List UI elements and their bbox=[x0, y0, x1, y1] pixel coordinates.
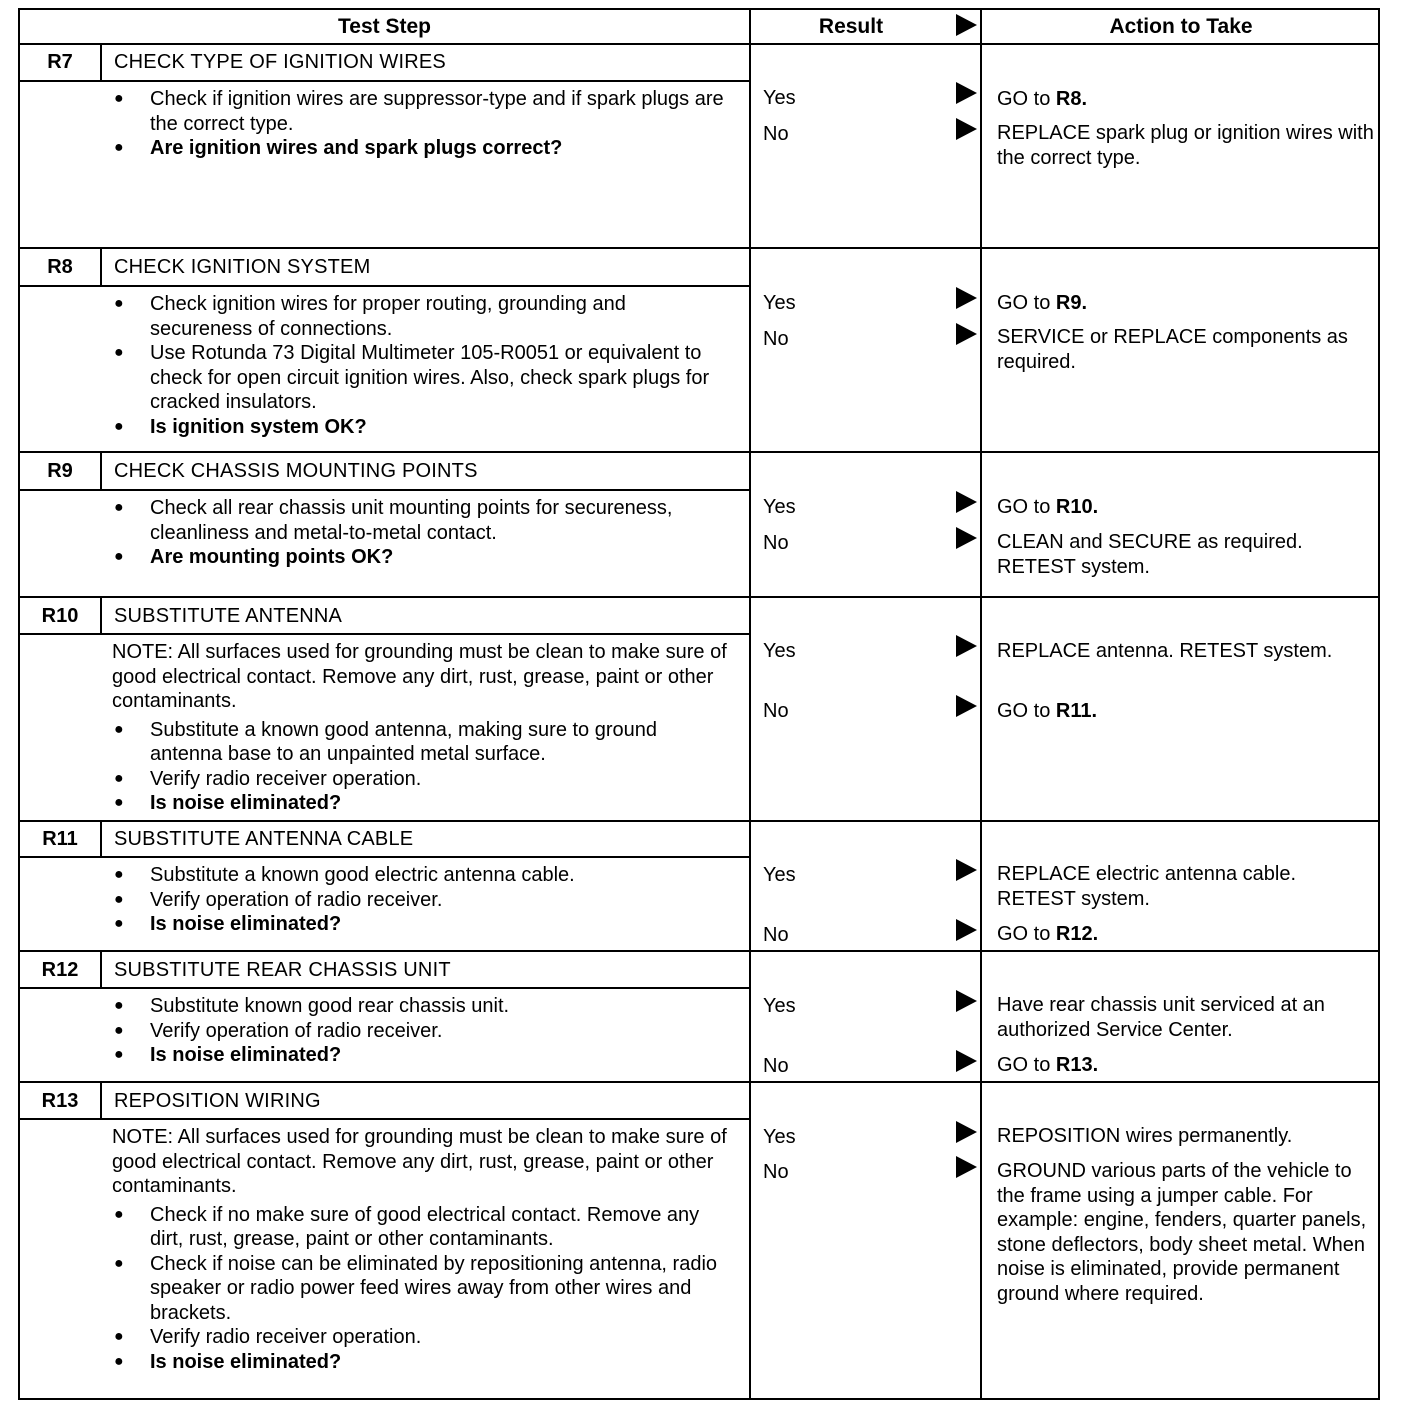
divider-action bbox=[980, 10, 982, 1400]
step-body bbox=[112, 1125, 727, 1374]
arrow-icon bbox=[956, 919, 977, 941]
result-no: No bbox=[763, 924, 789, 946]
result-no: No bbox=[763, 1055, 789, 1077]
arrow-icon bbox=[956, 287, 977, 309]
arrow-icon bbox=[956, 695, 977, 717]
result-yes: Yes bbox=[763, 292, 796, 314]
bullet-item: ● Substitute a known good antenna, making sure to ground antenna base to an unpainted metal surface. bbox=[112, 718, 727, 767]
arrow-icon bbox=[956, 990, 977, 1012]
question-item: ● Is noise eliminated? bbox=[112, 791, 727, 816]
header-result: Result bbox=[818, 15, 884, 38]
step-id: R9 bbox=[47, 460, 73, 482]
action-yes: GO to R8. bbox=[997, 88, 1088, 110]
step-title: SUBSTITUTE ANTENNA CABLE bbox=[114, 828, 414, 850]
result-no: No bbox=[763, 1161, 789, 1183]
bullet-item: ● Check if no make sure of good electrical contact. Remove any dirt, rust, grease, paint or other contaminants. bbox=[112, 1203, 727, 1252]
question-item: ● Is noise eliminated? bbox=[112, 912, 727, 937]
question-item: ● Is noise eliminated? bbox=[112, 1043, 727, 1068]
step-body bbox=[112, 640, 727, 816]
title-rule bbox=[20, 489, 749, 491]
arrow-icon bbox=[956, 14, 977, 36]
bullet-item: ● Substitute known good rear chassis unit. bbox=[112, 994, 727, 1019]
action-yes: GO to R9. bbox=[997, 292, 1088, 314]
arrow-icon bbox=[956, 1156, 977, 1178]
arrow-icon bbox=[956, 635, 977, 657]
step-body bbox=[112, 87, 727, 161]
action-yes: Have rear chassis unit serviced at an authorized Service Center. bbox=[997, 994, 1325, 1041]
title-rule bbox=[20, 633, 749, 635]
action-no: CLEAN and SECURE as required. RETEST system. bbox=[997, 531, 1303, 578]
row-rule bbox=[20, 1081, 1380, 1083]
id-divider bbox=[100, 952, 102, 987]
title-rule bbox=[20, 1118, 749, 1120]
action-yes: GO to R10. bbox=[997, 496, 1099, 518]
header-test-step: Test Step bbox=[338, 15, 431, 38]
bullet-item: ● Check ignition wires for proper routing, grounding and secureness of connections. bbox=[112, 292, 727, 341]
step-id: R13 bbox=[41, 1090, 79, 1112]
row-rule bbox=[20, 451, 1380, 453]
arrow-icon bbox=[956, 527, 977, 549]
result-yes: Yes bbox=[763, 87, 796, 109]
title-rule bbox=[20, 80, 749, 82]
row-rule bbox=[20, 247, 1380, 249]
step-body bbox=[112, 863, 727, 937]
id-divider bbox=[100, 453, 102, 489]
action-no: GROUND various parts of the vehicle to the frame using a jumper cable. For example: engine, fenders, quarter panels, stone deflectors, body sheet metal. When noise is eliminated, provide permanent ground where required. bbox=[997, 1160, 1367, 1305]
question-item: ● Is ignition system OK? bbox=[112, 415, 727, 440]
step-title: CHECK IGNITION SYSTEM bbox=[114, 256, 371, 278]
step-title: CHECK TYPE OF IGNITION WIRES bbox=[114, 51, 446, 73]
action-yes: REPLACE electric antenna cable. RETEST system. bbox=[997, 863, 1297, 910]
step-title: CHECK CHASSIS MOUNTING POINTS bbox=[114, 460, 478, 482]
id-divider bbox=[100, 822, 102, 857]
step-id: R12 bbox=[41, 959, 79, 981]
arrow-icon bbox=[956, 491, 977, 513]
bullet-item: ● Check if ignition wires are suppressor-type and if spark plugs are the correct type. bbox=[112, 87, 727, 136]
result-yes: Yes bbox=[763, 864, 796, 886]
row-rule bbox=[20, 950, 1380, 952]
row-rule bbox=[20, 820, 1380, 822]
result-no: No bbox=[763, 700, 789, 722]
action-yes: REPLACE antenna. RETEST system. bbox=[997, 640, 1333, 662]
id-divider bbox=[100, 598, 102, 633]
header-rule bbox=[20, 43, 1380, 45]
bullet-item: ● Check if noise can be eliminated by repositioning antenna, radio speaker or radio power feed wires away from other wires and brackets. bbox=[112, 1252, 727, 1326]
action-no: GO to R12. bbox=[997, 923, 1099, 945]
action-no: GO to R13. bbox=[997, 1054, 1099, 1076]
step-title: SUBSTITUTE REAR CHASSIS UNIT bbox=[114, 959, 451, 981]
arrow-icon bbox=[956, 323, 977, 345]
title-rule bbox=[20, 856, 749, 858]
bullet-item: ● Verify radio receiver operation. bbox=[112, 767, 727, 792]
step-id: R8 bbox=[47, 256, 73, 278]
action-no: SERVICE or REPLACE components as required. bbox=[997, 326, 1348, 373]
row-rule bbox=[20, 596, 1380, 598]
action-no: GO to R11. bbox=[997, 700, 1098, 722]
arrow-icon bbox=[956, 859, 977, 881]
bullet-item: ● Check all rear chassis unit mounting points for secureness, cleanliness and metal-to-metal contact. bbox=[112, 496, 727, 545]
question-item: ● Are ignition wires and spark plugs correct? bbox=[112, 136, 727, 161]
result-no: No bbox=[763, 123, 789, 145]
arrow-icon bbox=[956, 118, 977, 140]
title-rule bbox=[20, 285, 749, 287]
result-yes: Yes bbox=[763, 496, 796, 518]
bullet-item: ● Substitute a known good electric antenna cable. bbox=[112, 863, 727, 888]
step-id: R11 bbox=[42, 828, 78, 850]
id-divider bbox=[100, 43, 102, 80]
bullet-item: ● Use Rotunda 73 Digital Multimeter 105-R0051 or equivalent to check for open circuit ignition wires. Also, check spark plugs for cracked insulators. bbox=[112, 341, 727, 415]
question-item: ● Is noise eliminated? bbox=[112, 1350, 727, 1375]
arrow-icon bbox=[956, 1050, 977, 1072]
question-item: ● Are mounting points OK? bbox=[112, 545, 727, 570]
action-no: REPLACE spark plug or ignition wires with the correct type. bbox=[997, 122, 1374, 169]
result-yes: Yes bbox=[763, 1126, 796, 1148]
action-yes: REPOSITION wires permanently. bbox=[997, 1125, 1293, 1147]
bullet-item: ● Verify operation of radio receiver. bbox=[112, 888, 727, 913]
result-yes: Yes bbox=[763, 995, 796, 1017]
arrow-icon bbox=[956, 82, 977, 104]
result-yes: Yes bbox=[763, 640, 796, 662]
title-rule bbox=[20, 987, 749, 989]
step-title: REPOSITION WIRING bbox=[114, 1090, 321, 1112]
bullet-item: ● Verify operation of radio receiver. bbox=[112, 1019, 727, 1044]
step-id: R7 bbox=[47, 51, 73, 73]
result-no: No bbox=[763, 328, 789, 350]
id-divider bbox=[100, 249, 102, 285]
step-id: R10 bbox=[41, 605, 79, 627]
step-body bbox=[112, 496, 727, 570]
note-text: NOTE: All surfaces used for grounding must be clean to make sure of good electrical contact. Remove any dirt, rust, grease, paint or other contaminants. bbox=[112, 1126, 727, 1197]
id-divider bbox=[100, 1083, 102, 1118]
arrow-icon bbox=[956, 1121, 977, 1143]
diagnostic-table bbox=[18, 8, 1380, 1400]
header-action: Action to Take bbox=[1109, 15, 1253, 38]
note-text: NOTE: All surfaces used for grounding must be clean to make sure of good electrical contact. Remove any dirt, rust, grease, paint or other contaminants. bbox=[112, 641, 727, 712]
divider-result bbox=[749, 10, 751, 1400]
step-title: SUBSTITUTE ANTENNA bbox=[114, 605, 343, 627]
result-no: No bbox=[763, 532, 789, 554]
step-body bbox=[112, 292, 727, 439]
bullet-item: ● Verify radio receiver operation. bbox=[112, 1325, 727, 1350]
step-body bbox=[112, 994, 727, 1068]
